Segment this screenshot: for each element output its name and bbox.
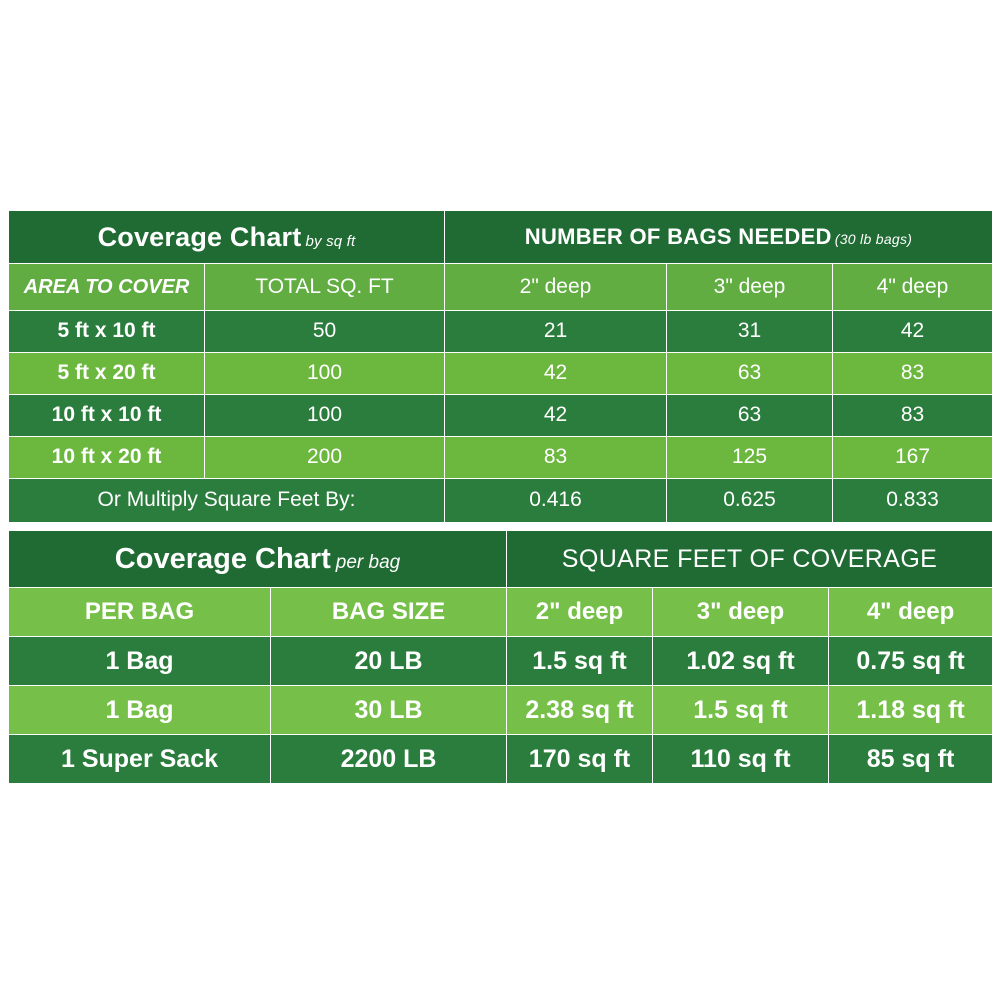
table-row (9, 311, 993, 353)
chart2-r1-bagsize: 30 LB (271, 686, 507, 735)
chart2-title-sub: per bag (335, 551, 401, 573)
chart1-header-row (9, 264, 993, 311)
chart2-title-main: Coverage Chart (114, 542, 331, 575)
chart1-r0-4in: 42 (833, 311, 993, 353)
chart1-r1-area: 5 ft x 20 ft (9, 353, 205, 395)
chart1-r2-2in: 42 (445, 395, 667, 437)
chart1-r2-4in: 83 (833, 395, 993, 437)
chart2-title-row (9, 531, 993, 588)
chart1-r1-4in: 83 (833, 353, 993, 395)
chart2-col-header-bagsize: BAG SIZE (271, 588, 507, 637)
chart1-r3-total: 200 (205, 437, 445, 479)
chart1-title2 (445, 211, 993, 264)
table-row (9, 686, 993, 735)
chart2-title (9, 531, 507, 588)
chart2-r1-2in: 2.38 sq ft (507, 686, 653, 735)
chart1-col-header-2in: 2" deep (445, 264, 667, 311)
chart1-multiplier-label: Or Multiply Square Feet By: (9, 479, 445, 523)
chart1-multiplier-row (9, 479, 993, 523)
coverage-chart-per-bag (8, 530, 993, 784)
chart1-r1-total: 100 (205, 353, 445, 395)
chart2-r2-perbag: 1 Super Sack (9, 735, 271, 784)
chart2-r1-4in: 1.18 sq ft (829, 686, 993, 735)
table-row (9, 437, 993, 479)
chart2-r2-3in: 110 sq ft (653, 735, 829, 784)
chart1-r2-area: 10 ft x 10 ft (9, 395, 205, 437)
chart2-col-header-3in: 3" deep (653, 588, 829, 637)
chart1-r0-area: 5 ft x 10 ft (9, 311, 205, 353)
chart2-title2: SQUARE FEET OF COVERAGE (507, 531, 993, 588)
table-row (9, 637, 993, 686)
chart2-col-header-2in: 2" deep (507, 588, 653, 637)
chart2-r0-4in: 0.75 sq ft (829, 637, 993, 686)
table-row (9, 395, 993, 437)
chart1-title2-sub: (30 lb bags) (834, 231, 913, 248)
chart1-title2-main: NUMBER OF BAGS NEEDED (524, 224, 832, 250)
chart1-r3-2in: 83 (445, 437, 667, 479)
charts-container (8, 210, 992, 784)
table-row (9, 353, 993, 395)
chart1-col-header-area: AREA TO COVER (9, 264, 205, 311)
chart2-r0-bagsize: 20 LB (271, 637, 507, 686)
chart1-r0-2in: 21 (445, 311, 667, 353)
chart1-title-row (9, 211, 993, 264)
chart1-r1-2in: 42 (445, 353, 667, 395)
chart2-r2-bagsize: 2200 LB (271, 735, 507, 784)
chart2-col-header-perbag: PER BAG (9, 588, 271, 637)
chart2-r0-perbag: 1 Bag (9, 637, 271, 686)
chart2-col-header-4in: 4" deep (829, 588, 993, 637)
chart1-multiplier-2in: 0.416 (445, 479, 667, 523)
chart1-r2-3in: 63 (667, 395, 833, 437)
chart1-r1-3in: 63 (667, 353, 833, 395)
chart1-col-header-3in: 3" deep (667, 264, 833, 311)
chart1-r2-total: 100 (205, 395, 445, 437)
chart2-r2-2in: 170 sq ft (507, 735, 653, 784)
table-row (9, 735, 993, 784)
chart1-r0-total: 50 (205, 311, 445, 353)
chart1-r3-area: 10 ft x 20 ft (9, 437, 205, 479)
chart1-col-header-total: TOTAL SQ. FT (205, 264, 445, 311)
chart1-r0-3in: 31 (667, 311, 833, 353)
chart2-r0-2in: 1.5 sq ft (507, 637, 653, 686)
chart2-r0-3in: 1.02 sq ft (653, 637, 829, 686)
chart1-r3-3in: 125 (667, 437, 833, 479)
chart1-multiplier-3in: 0.625 (667, 479, 833, 523)
chart2-r2-4in: 85 sq ft (829, 735, 993, 784)
chart1-title-main: Coverage Chart (97, 221, 302, 252)
chart1-col-header-4in: 4" deep (833, 264, 993, 311)
chart1-title (9, 211, 445, 264)
coverage-chart-by-sq-ft (8, 210, 993, 523)
chart1-r3-4in: 167 (833, 437, 993, 479)
chart1-multiplier-4in: 0.833 (833, 479, 993, 523)
chart1-title-sub: by sq ft (305, 232, 356, 250)
chart2-header-row (9, 588, 993, 637)
chart2-r1-perbag: 1 Bag (9, 686, 271, 735)
chart2-r1-3in: 1.5 sq ft (653, 686, 829, 735)
chart-divider (8, 523, 992, 530)
